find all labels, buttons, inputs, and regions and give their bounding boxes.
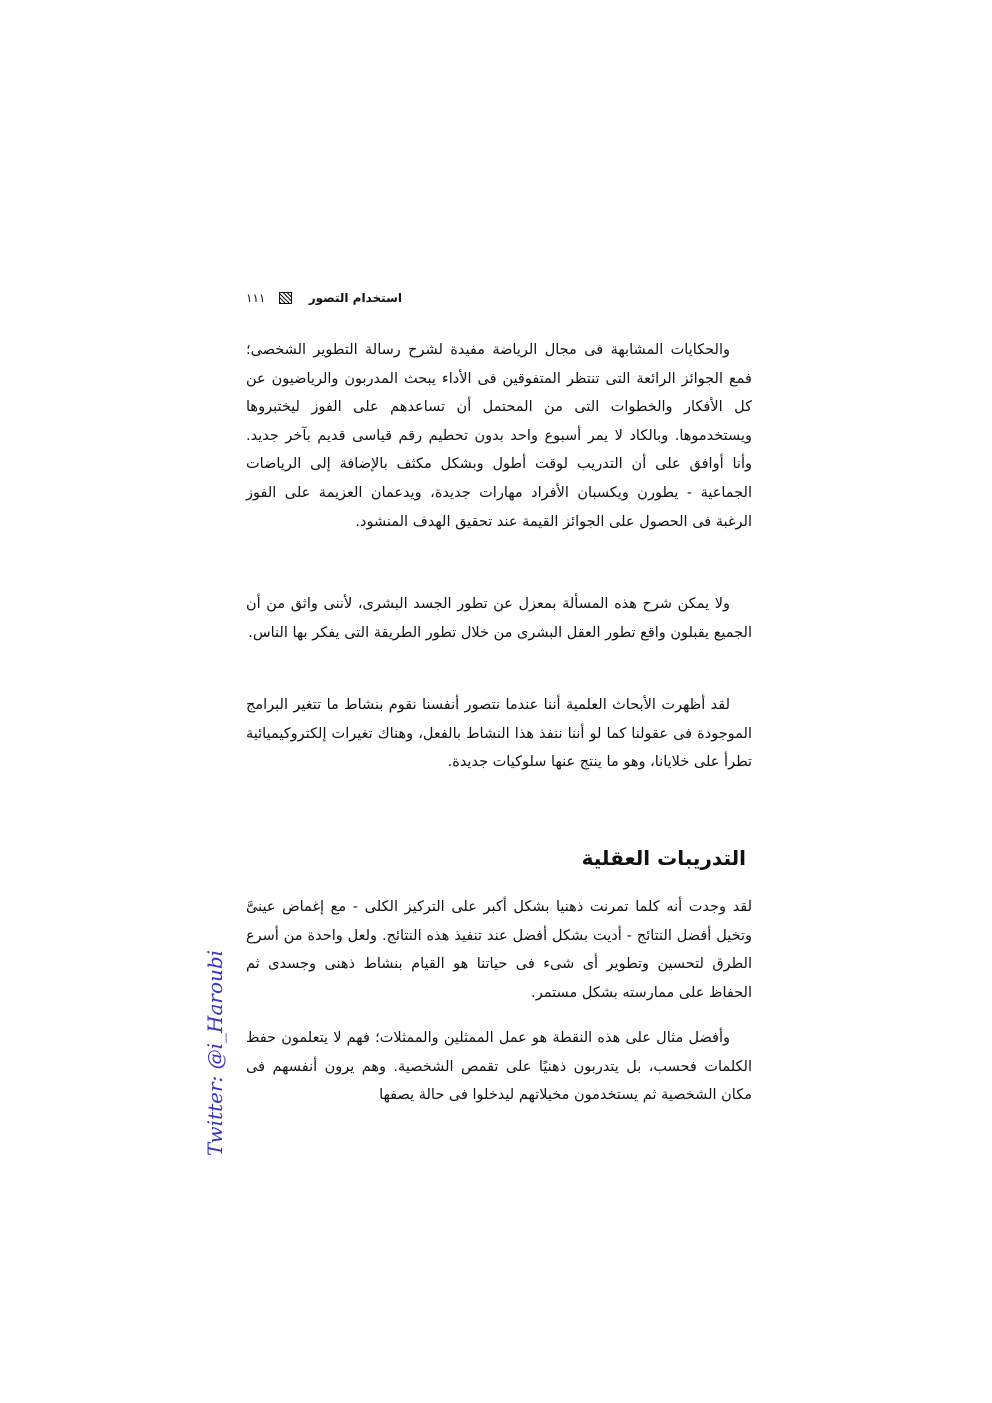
paragraph-1: [246, 336, 752, 536]
ornament-square-icon: [279, 292, 292, 304]
page-number: ١١١: [246, 291, 266, 305]
section-paragraph-1: [246, 893, 752, 1007]
watermark-text: Twitter: @i_Haroubi: [203, 949, 227, 1157]
running-head: [246, 289, 402, 307]
section-heading: التدريبات العقلية: [581, 846, 746, 870]
paragraph-text: وأفضل مثال على هذه النقطة هو عمل الممثلين والممثلات؛ فهم لا يتعلمون حفظ الكلمات فحسب، بل يتدربون ذهنيًا على تقمص الشخصية. وهم يرون أنفسهم فى مكان الشخصية ثم يستخدمون مخيلاتهم ليدخلوا فى حالة يصفها: [246, 1030, 752, 1104]
paragraph-text: لقد وجدت أنه كلما تمرنت ذهنيا بشكل أكبر على التركيز الكلى - مع إغماض عينىَّ وتخيل أفضل النتائج - أديت بشكل أفضل عند تنفيذ هذه النتائج. ولعل واحدة من أسرع الطرق لتحسين وتطوير أى شىء فى حياتنا هو القيام بنشاط ذهنى وجسدى ثم الحفاظ على ممارسته بشكل مستمر.: [246, 899, 752, 1001]
paragraph-text: لقد أظهرت الأبحاث العلمية أننا عندما نتصور أنفسنا نقوم بنشاط ما تتغير البرامج الموجودة فى عقولنا كما لو أننا ننفذ هذا النشاط بالفعل، وهناك تغيرات إلكتروكيميائية تطرأ على خلايانا، وهو ما ينتج عنها سلوكيات جديدة.: [246, 697, 752, 771]
twitter-watermark: [199, 949, 231, 1157]
section-paragraph-2: [246, 1024, 752, 1110]
paragraph-2: [246, 590, 752, 647]
running-title: استخدام التصور: [308, 291, 402, 305]
paragraph-3: [246, 691, 752, 777]
paragraph-text: والحكايات المشابهة فى مجال الرياضة مفيدة لشرح رسالة التطوير الشخصى؛ فمع الجوائز الرائعة التى تنتظر المتفوقين فى الأداء يبحث المدربون والرياضيون عن كل الأفكار والخطوات التى من المحتمل أن تساعدهم على الفوز ليختبروها ويستخدموها. وبالكاد لا يمر أسبوع واحد بدون تحطيم رقم قياسى قديم بآخر جديد. وأنا أوافق على أن التدريب لوقت أطول وبشكل مكثف بالإضافة إلى الرياضات الجماعية - يطورن ويكسبان الأفراد مهارات جديدة، ويدعمان العزيمة على الفوز الرغبة فى الحصول على الجوائز القيمة عند تحقيق الهدف المنشود.: [246, 342, 752, 530]
paragraph-text: ولا يمكن شرح هذه المسألة بمعزل عن تطور الجسد البشرى، لأننى واثق من أن الجميع يقبلون واقع تطور العقل البشرى من خلال تطور الطريقة التى يفكر بها الناس.: [246, 596, 752, 641]
